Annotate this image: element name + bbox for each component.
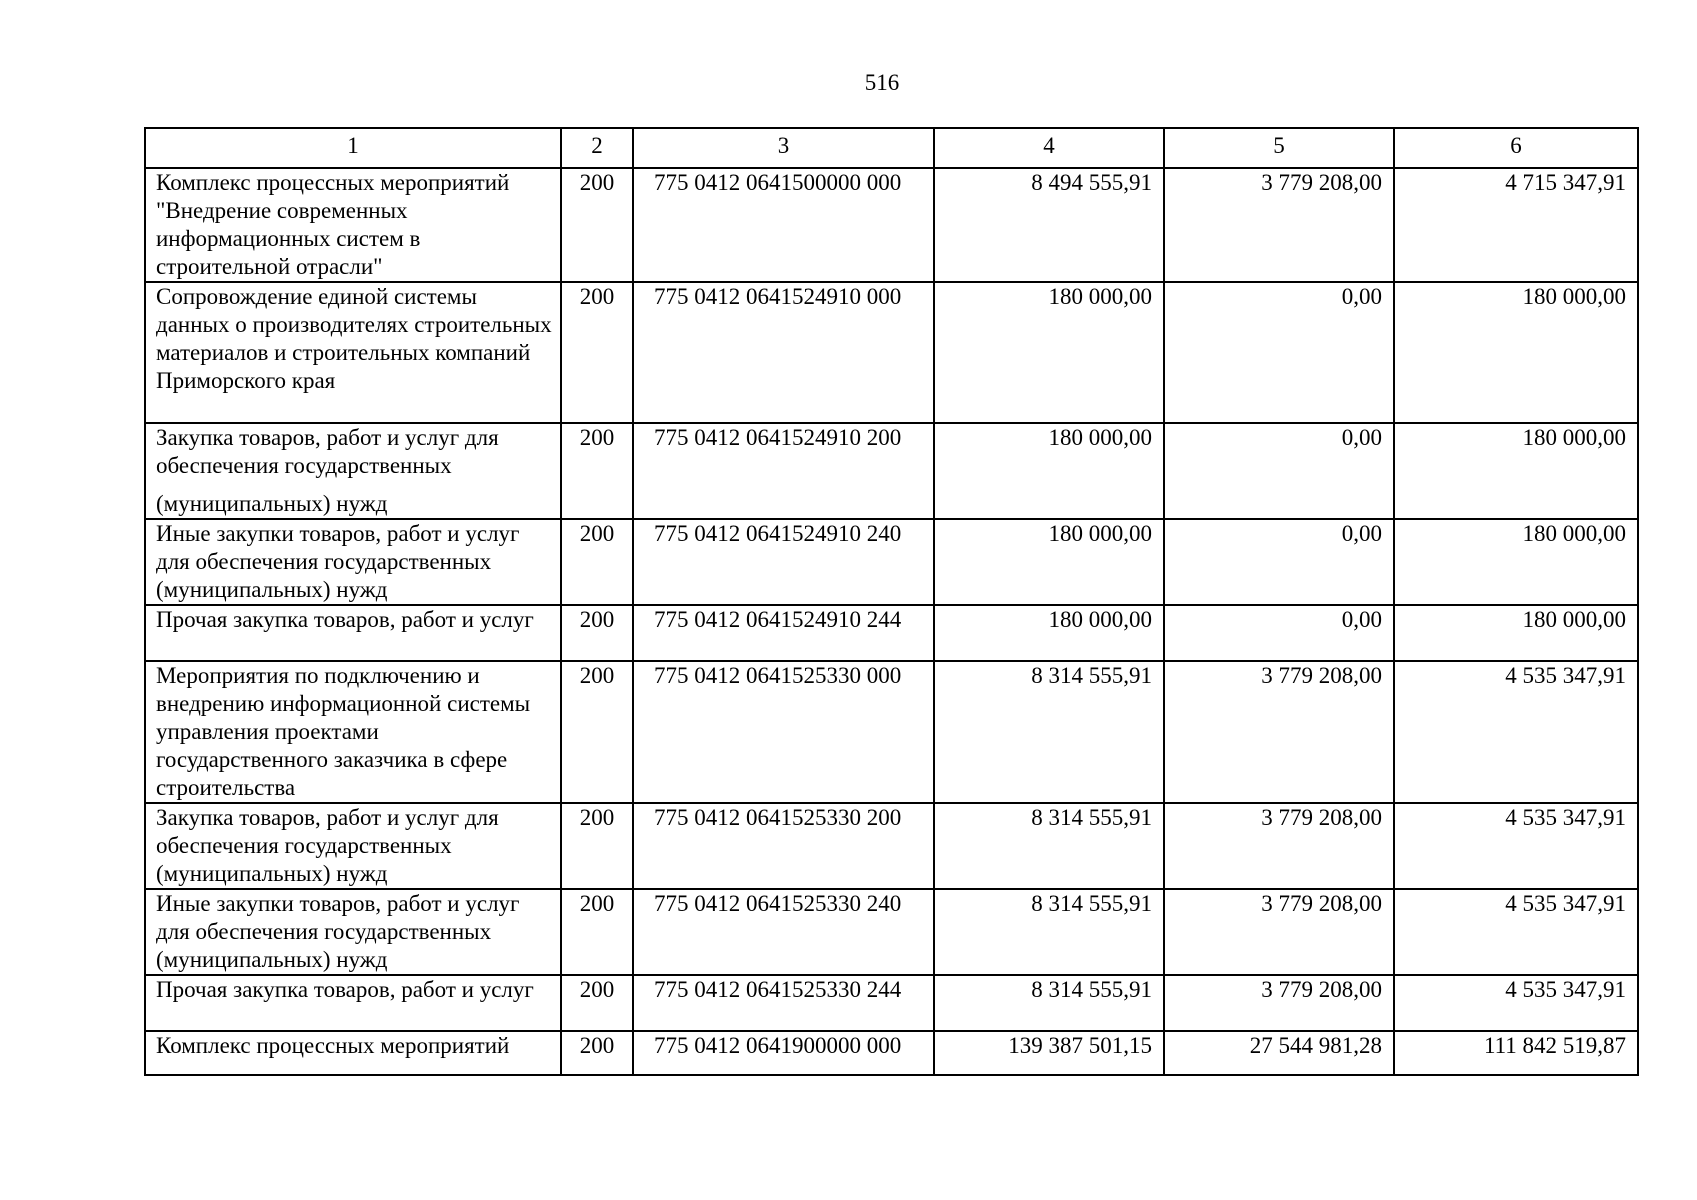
row-name-part: (муниципальных) нужд <box>156 491 388 516</box>
row-column-2: 200 <box>561 282 633 423</box>
row-value-6: 4 715 347,91 <box>1394 168 1638 282</box>
row-name: Иные закупки товаров, работ и услуг для обеспечения государственных (муниципальных) нужд <box>145 889 561 975</box>
row-value-4: 8 314 555,91 <box>934 975 1164 1031</box>
column-header-5: 5 <box>1164 128 1394 168</box>
row-code: 775 0412 0641524910 240 <box>633 519 934 605</box>
row-name: Закупка товаров, работ и услуг для обеспечения государственных (муниципальных) нужд <box>145 803 561 889</box>
row-value-5: 3 779 208,00 <box>1164 661 1394 803</box>
row-code: 775 0412 0641500000 000 <box>633 168 934 282</box>
table-header-row <box>145 128 1638 168</box>
row-code: 775 0412 0641524910 000 <box>633 282 934 423</box>
budget-table <box>144 127 1639 1076</box>
row-code: 775 0412 0641525330 200 <box>633 803 934 889</box>
row-name: Иные закупки товаров, работ и услуг для обеспечения государственных (муниципальных) нужд <box>145 519 561 605</box>
row-name: Комплекс процессных мероприятий <box>145 1031 561 1075</box>
row-value-6: 180 000,00 <box>1394 423 1638 519</box>
row-value-6: 180 000,00 <box>1394 519 1638 605</box>
row-name: Комплекс процессных мероприятий "Внедрение современных информационных систем в строительной отрасли" <box>145 168 561 282</box>
row-value-6: 4 535 347,91 <box>1394 889 1638 975</box>
row-value-5: 3 779 208,00 <box>1164 803 1394 889</box>
row-code: 775 0412 0641524910 244 <box>633 605 934 661</box>
row-value-4: 180 000,00 <box>934 519 1164 605</box>
table-row <box>145 282 1638 423</box>
row-name: Прочая закупка товаров, работ и услуг <box>145 605 561 661</box>
row-value-6: 180 000,00 <box>1394 605 1638 661</box>
row-value-6: 4 535 347,91 <box>1394 975 1638 1031</box>
row-value-5: 0,00 <box>1164 605 1394 661</box>
row-code: 775 0412 0641525330 244 <box>633 975 934 1031</box>
row-value-4: 8 314 555,91 <box>934 889 1164 975</box>
row-value-4: 180 000,00 <box>934 282 1164 423</box>
row-name <box>145 423 561 519</box>
row-value-6: 180 000,00 <box>1394 282 1638 423</box>
row-column-2: 200 <box>561 1031 633 1075</box>
row-value-4: 8 494 555,91 <box>934 168 1164 282</box>
row-name: Сопровождение единой системы данных о производителях строительных материалов и строительных компаний Приморского края <box>145 282 561 423</box>
table-row <box>145 1031 1638 1075</box>
row-value-6: 4 535 347,91 <box>1394 803 1638 889</box>
row-value-5: 27 544 981,28 <box>1164 1031 1394 1075</box>
column-header-2: 2 <box>561 128 633 168</box>
row-value-6: 4 535 347,91 <box>1394 661 1638 803</box>
row-code: 775 0412 0641900000 000 <box>633 1031 934 1075</box>
row-code: 775 0412 0641525330 240 <box>633 889 934 975</box>
row-column-2: 200 <box>561 605 633 661</box>
row-value-4: 8 314 555,91 <box>934 661 1164 803</box>
column-header-4: 4 <box>934 128 1164 168</box>
row-column-2: 200 <box>561 423 633 519</box>
column-header-3: 3 <box>633 128 934 168</box>
row-column-2: 200 <box>561 803 633 889</box>
row-code: 775 0412 0641524910 200 <box>633 423 934 519</box>
table-row <box>145 519 1638 605</box>
row-value-4: 180 000,00 <box>934 605 1164 661</box>
column-header-6: 6 <box>1394 128 1638 168</box>
column-header-1: 1 <box>145 128 561 168</box>
row-column-2: 200 <box>561 168 633 282</box>
row-value-5: 3 779 208,00 <box>1164 168 1394 282</box>
row-column-2: 200 <box>561 889 633 975</box>
row-name: Прочая закупка товаров, работ и услуг <box>145 975 561 1031</box>
row-column-2: 200 <box>561 975 633 1031</box>
table-row <box>145 168 1638 282</box>
row-value-4: 180 000,00 <box>934 423 1164 519</box>
row-column-2: 200 <box>561 519 633 605</box>
table-row <box>145 889 1638 975</box>
row-value-5: 0,00 <box>1164 282 1394 423</box>
row-value-5: 0,00 <box>1164 519 1394 605</box>
row-name-part: Закупка товаров, работ и услуг для обеспечения государственных <box>156 425 499 478</box>
row-name: Мероприятия по подключению и внедрению информационной системы управления проектами государственного заказчика в сфере строительства <box>145 661 561 803</box>
row-value-6: 111 842 519,87 <box>1394 1031 1638 1075</box>
row-value-5: 3 779 208,00 <box>1164 975 1394 1031</box>
table-row <box>145 661 1638 803</box>
row-code: 775 0412 0641525330 000 <box>633 661 934 803</box>
table-row <box>145 975 1638 1031</box>
row-value-4: 139 387 501,15 <box>934 1031 1164 1075</box>
table-row <box>145 803 1638 889</box>
row-value-5: 3 779 208,00 <box>1164 889 1394 975</box>
row-value-5: 0,00 <box>1164 423 1394 519</box>
page-number: 516 <box>864 70 900 95</box>
table-row <box>145 423 1638 519</box>
table-row <box>145 605 1638 661</box>
row-column-2: 200 <box>561 661 633 803</box>
row-value-4: 8 314 555,91 <box>934 803 1164 889</box>
